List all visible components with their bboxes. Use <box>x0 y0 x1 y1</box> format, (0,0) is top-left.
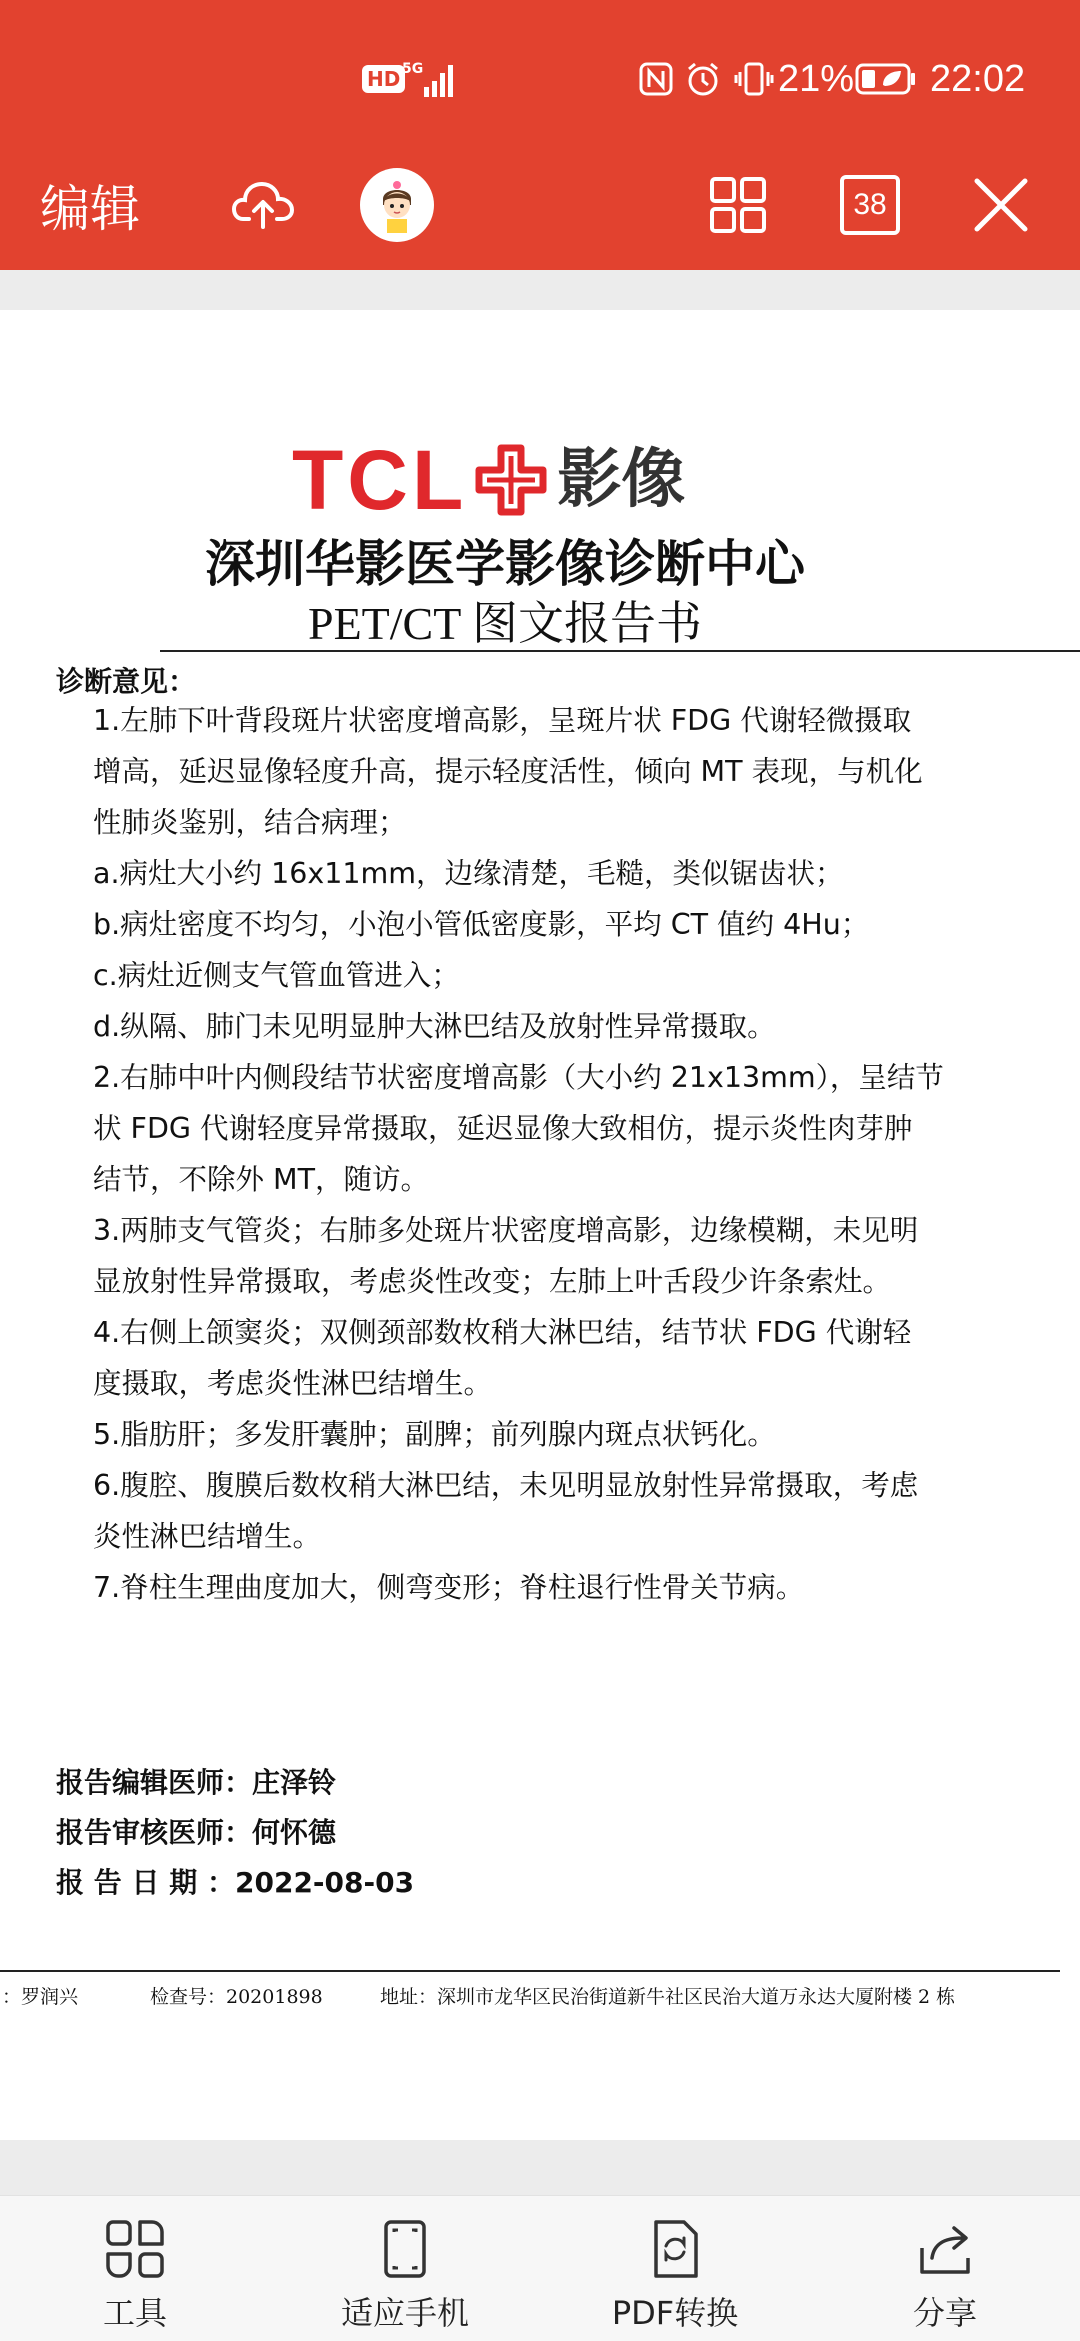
diagnosis-line: 7.脊柱生理曲度加大，侧弯变形；脊柱退行性骨关节病。 <box>93 1571 805 1604</box>
status-bar <box>0 0 1080 160</box>
close-button[interactable] <box>970 150 1032 260</box>
hd-badge: HD <box>362 65 405 93</box>
diagnosis-line: 4.右侧上颌窦炎；双侧颈部数枚稍大淋巴结，结节状 FDG 代谢轻 <box>93 1316 912 1349</box>
battery-icon <box>855 55 917 103</box>
diagnosis-line: 结节，不除外 MT，随访。 <box>93 1163 430 1196</box>
top-header <box>0 0 1080 270</box>
bottom-nav <box>0 2195 1080 2341</box>
share-label: 分享 <box>912 2294 977 2332</box>
diagnosis-line: 1.左肺下叶背段斑片状密度增高影，呈斑片状 FDG 代谢轻微摄取 <box>93 704 912 737</box>
battery-percent-label: 21% <box>778 57 855 100</box>
clock <box>930 55 1025 103</box>
tcl-logo <box>292 433 686 527</box>
document-toolbar <box>0 150 1080 260</box>
diagnosis-line: b.病灶密度不均匀，小泡小管低密度影，平均 CT 值约 4Hu； <box>93 908 870 941</box>
diagnosis-line: d.纵隔、肺门未见明显肿大淋巴结及放射性异常摄取。 <box>93 1010 776 1043</box>
diagnosis-line: 6.腹腔、腹膜后数枚稍大淋巴结，未见明显放射性异常摄取，考虑 <box>93 1469 919 1502</box>
grid-icon <box>709 176 767 234</box>
diagnosis-line: 状 FDG 代谢轻度异常摄取，延迟显像大致相仿，提示炎性肉芽肿 <box>93 1112 913 1145</box>
pdf-convert-icon <box>644 2218 706 2280</box>
battery-percent <box>778 55 854 103</box>
fit-screen-icon <box>374 2218 436 2280</box>
diagnosis-line: 显放射性异常摄取，考虑炎性改变；左肺上叶舌段少许条索灶。 <box>93 1265 892 1298</box>
diagnosis-line: 2.右肺中叶内侧段结节状密度增高影（大小约 21x13mm），呈结节 <box>93 1061 944 1094</box>
diagnosis-line: c.病灶近侧支气管血管进入； <box>93 959 460 992</box>
edit-button-label: 编辑 <box>40 180 140 238</box>
tools-icon <box>104 2218 166 2280</box>
footer-name: ：罗润兴 <box>2 1986 79 2008</box>
nfc-icon <box>638 55 674 103</box>
diagnosis-body <box>93 695 963 1613</box>
diagnosis-heading: 诊断意见： <box>56 665 197 698</box>
account-avatar-button[interactable] <box>360 150 434 260</box>
title-divider <box>160 650 1080 652</box>
diagnosis-line: 炎性淋巴结增生。 <box>93 1520 322 1553</box>
cartoon-avatar-icon <box>367 175 427 235</box>
diagnosis-line: 度摄取，考虑炎性淋巴结增生。 <box>93 1367 493 1400</box>
page-count-label: 38 <box>853 188 887 221</box>
network-type-label: 5G <box>402 61 424 77</box>
cloud-upload-icon <box>231 179 295 231</box>
diagnosis-line: 增高，延迟显像轻度升高，提示轻度活性，倾向 MT 表现，与机化 <box>93 755 923 788</box>
cloud-upload-button[interactable] <box>228 150 298 260</box>
close-icon <box>973 177 1029 233</box>
signal-icon <box>402 59 462 99</box>
hd-indicator <box>362 55 405 103</box>
share-button[interactable] <box>810 2196 1080 2341</box>
document-page <box>0 310 1080 2140</box>
diagnosis-line: 性肺炎鉴别，结合病理； <box>93 806 407 839</box>
share-icon <box>914 2218 976 2280</box>
tools-label: 工具 <box>102 2294 167 2332</box>
pdf-convert-button[interactable] <box>540 2196 810 2341</box>
diagnosis-line: a.病灶大小约 16x11mm，边缘清楚，毛糙，类似锯齿状； <box>93 857 844 890</box>
edit-button[interactable] <box>40 150 140 260</box>
logo-suffix-text: 影像 <box>557 443 686 517</box>
fit-phone-label: 适应手机 <box>340 2294 469 2332</box>
document-viewer[interactable] <box>0 270 1080 2195</box>
signal-indicator <box>402 55 462 103</box>
logo-brand-text: TCL <box>292 433 468 527</box>
page-footer <box>0 1982 1080 2022</box>
report-title: PET/CT 图文报告书 <box>307 598 702 649</box>
page-count-button[interactable] <box>840 150 900 260</box>
footer-address: 地址：深圳市龙华区民治街道新牛社区民治大道万永达大厦附楼 2 栋 <box>380 1986 956 2008</box>
report-reviewer: 报告审核医师：何怀德 <box>56 1816 337 1849</box>
report-editor: 报告编辑医师：庄泽铃 <box>56 1766 337 1799</box>
diagnosis-line: 5.脂肪肝；多发肝囊肿；副脾；前列腺内斑点状钙化。 <box>93 1418 776 1451</box>
avatar <box>360 168 434 242</box>
footer-divider <box>0 1970 1060 1972</box>
vibrate-icon <box>734 55 774 103</box>
fit-phone-button[interactable] <box>270 2196 540 2341</box>
report-date: 报 告 日 期 ：2022-08-03 <box>56 1866 415 1899</box>
pages-icon <box>840 175 900 235</box>
footer-exam-number: 检查号：20201898 <box>150 1986 323 2008</box>
grid-view-button[interactable] <box>708 150 768 260</box>
medical-cross-icon <box>473 442 549 518</box>
diagnosis-line: 3.两肺支气管炎；右肺多处斑片状密度增高影，边缘模糊，未见明 <box>93 1214 919 1247</box>
alarm-icon <box>684 55 722 103</box>
center-name: 深圳华影医学影像诊断中心 <box>205 535 805 593</box>
tools-button[interactable] <box>0 2196 270 2341</box>
clock-label: 22:02 <box>930 57 1026 100</box>
pdf-convert-label: PDF转换 <box>611 2294 739 2332</box>
